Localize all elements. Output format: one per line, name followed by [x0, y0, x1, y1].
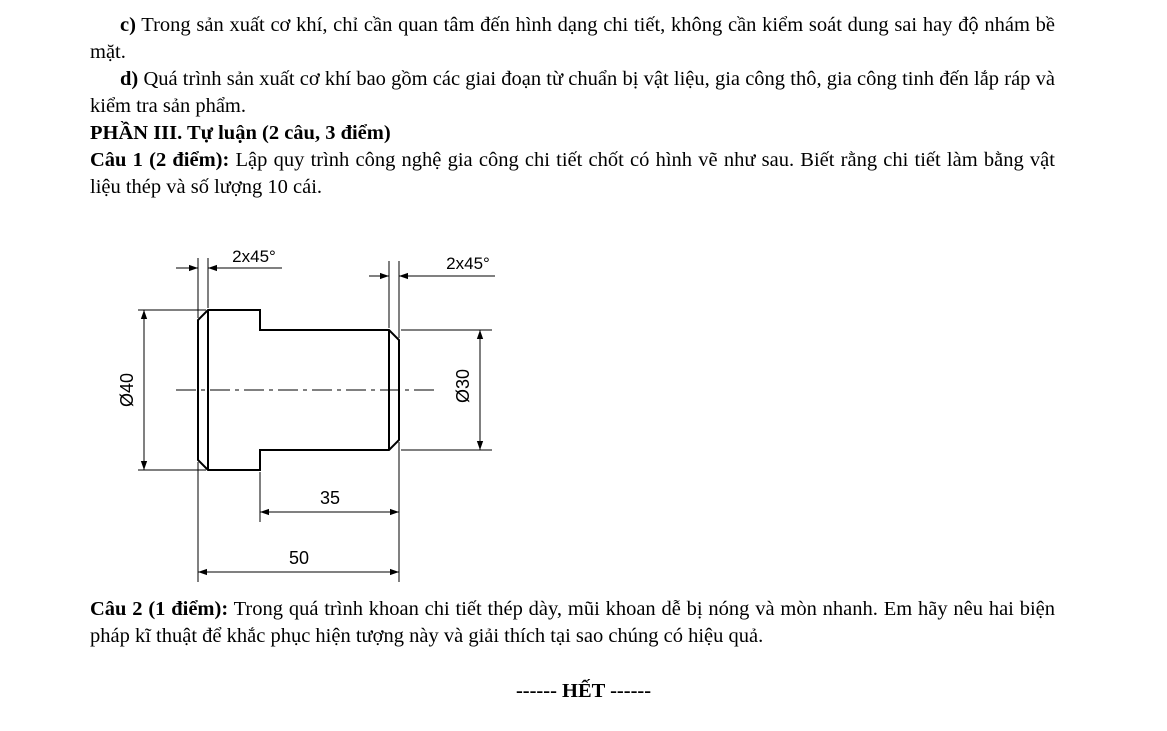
chamfer-right-label: 2x45° [446, 254, 490, 273]
section-heading: PHẦN III. Tự luận (2 câu, 3 điểm) [90, 122, 391, 144]
dimension-lines [144, 268, 495, 572]
length-35-label: 35 [319, 488, 341, 508]
question-1-label: Câu 1 (2 điểm): [90, 149, 230, 171]
chamfer-left-label: 2x45° [232, 247, 276, 266]
item-c-label: c) [120, 14, 136, 36]
question-1-text: Lập quy trình công nghệ gia công chi tiết chốt có hình vẽ như sau. Biết rằng chi tiết làm bằng vật liệu thép và số lượng 10 cái. [90, 149, 1055, 198]
diameter-40-label: Ø40 [117, 372, 137, 408]
item-d-text: Quá trình sản xuất cơ khí bao gồm các giai đoạn từ chuẩn bị vật liệu, gia công thô, gia công tinh đến lắp ráp và kiểm tra sản phẩm. [90, 68, 1055, 117]
question-2-label: Câu 2 (1 điểm): [90, 598, 229, 620]
question-2 [90, 596, 1055, 650]
end-marker: ------ HẾT ------ [515, 680, 652, 702]
length-50-label: 50 [288, 548, 310, 568]
extension-lines [138, 258, 492, 582]
item-c-text: Trong sản xuất cơ khí, chỉ cần quan tâm đến hình dạng chi tiết, không cần kiểm soát dung sai hay độ nhám bề mặt. [90, 14, 1055, 63]
item-d-label: d) [120, 68, 139, 90]
question-2-text: Trong quá trình khoan chi tiết thép dày, mũi khoan dễ bị nóng và mòn nhanh. Em hãy nêu hai biện pháp kĩ thuật để khắc phục hiện tượng này và giải thích tại sao chúng có hiệu quả. [90, 598, 1055, 647]
diameter-30-label: Ø30 [453, 368, 473, 404]
